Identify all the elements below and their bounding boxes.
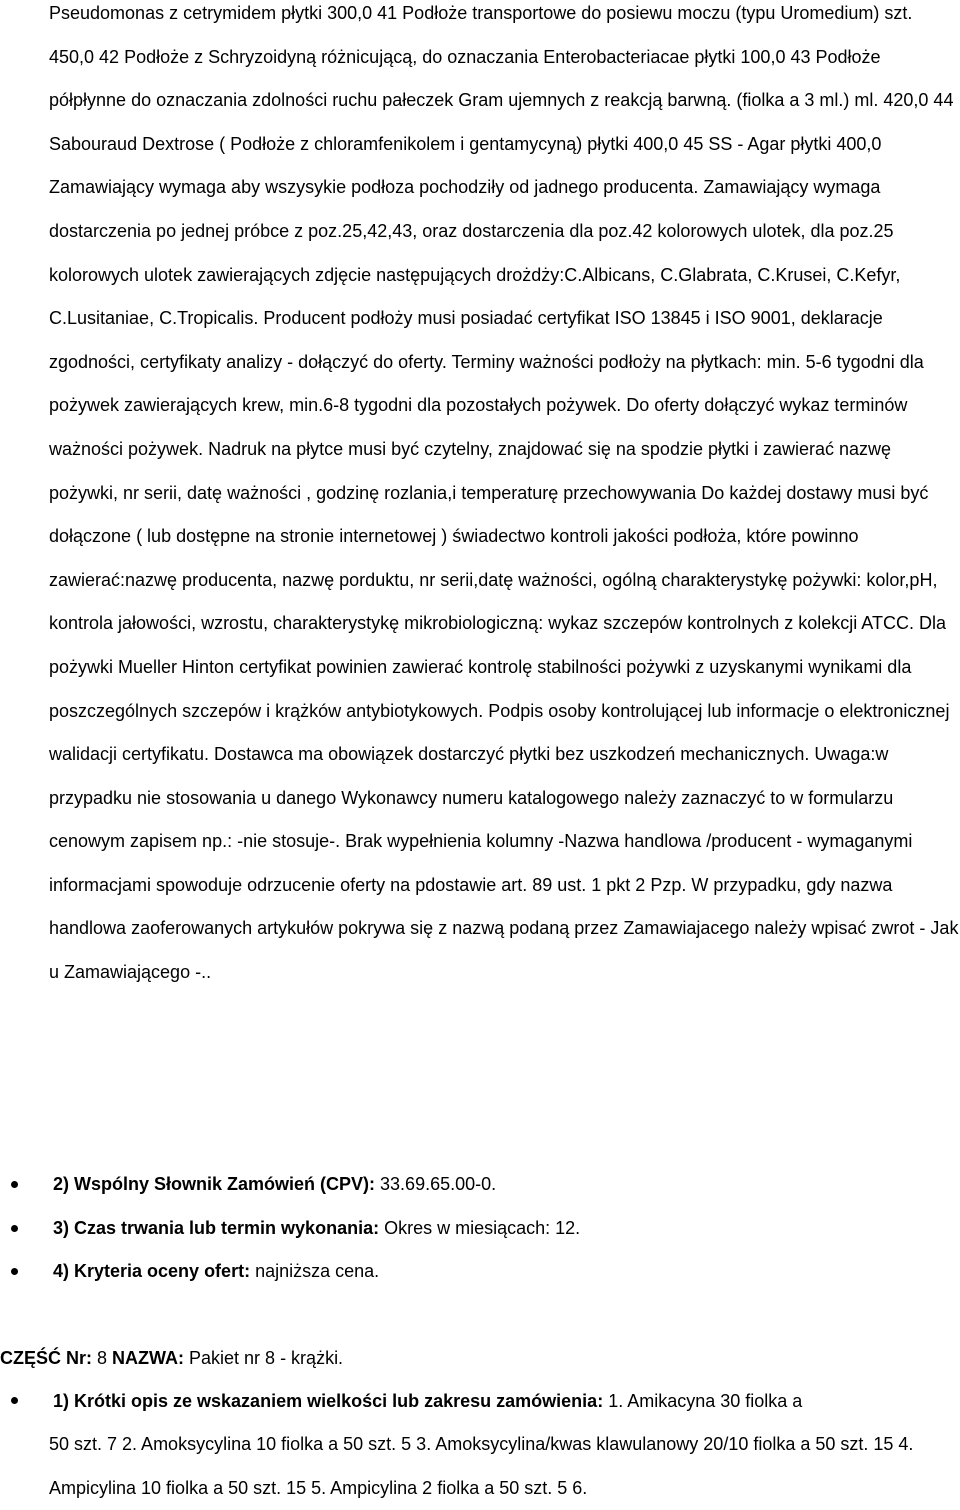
part-description (0, 1379, 960, 1510)
bullet-dot-icon (11, 1397, 18, 1404)
part-name-label: NAZWA: (112, 1348, 185, 1368)
bullet-dot-icon (11, 1225, 18, 1232)
part-name: Pakiet nr 8 - krążki. (184, 1348, 344, 1368)
main-paragraph: Pseudomonas z cetrymidem płytki 300,0 41 Podłoże transportowe do posiewu moczu (typu Uromedium) szt. 450,0 42 Podłoże z Schryzoidyną różnicującą, do oznaczania Enterobacteriacae płytki 100,0 43 Podłoże półpłynne do oznaczania zdolności ruchu pałeczek Gram ujemnych z reakcją barwną. (fiolka a 3 ml.) ml. 420,0 44 Sabouraud Dextrose ( Podłoże z chloramfenikolem i gentamycyną) płytki 400,0 45 SS - Agar płytki 400,0 Zamawiający wymaga aby wszysykie podłoza pochodziły od jadnego producenta. Zamawiający wymaga dostarczenia po jednej próbce z poz.25,42,43, oraz dostarczenia dla poz.42 kolorowych ulotek, dla poz.25 kolorowych ulotek zawierających zdjęcie następujących drożdży:C.Albicans, C.Glabrata, C.Krusei, C.Kefyr, C.Lusitaniae, C.Tropicalis. Producent podłoży musi posiadać certyfikat ISO 13845 i ISO 9001, deklaracje zgodności, certyfikaty analizy - dołączyć do oferty. Terminy ważności podłoży na płytkach: min. 5-6 tygodni dla pożywek zawierających krew, min.6-8 tygodni dla pozostałych pożywek. Do oferty dołączyć wykaz terminów ważności pożywek. Nadruk na płytce musi być czytelny, znajdować się na spodzie płytki i zawierać nazwę pożywki, nr serii, datę ważności , godzinę rozlania,i temperaturę przechowywania Do każdej dostawy musi być dołączone ( lub dostępne na stronie internetowej ) świadectwo kontroli jakości podłoża, które powinno zawierać:nazwę producenta, nazwę porduktu, nr serii,datę ważności, ogólną charakterystykę pożywki: kolor,pH, kontrola jałowości, wzrostu, charakterystykę mikrobiologiczną: wykaz szczepów kontrolnych z kolekcji ATCC. Dla pożywki Mueller Hinton certyfikat powinien zawierać kontrolę stabilności pożywki z uzyskanymi wynikami dla poszczególnych szczepów i krążków antybiotykowych. Podpis osoby kontrolującej lub informacje o elektronicznej walidacji certyfikatu. Dostawca ma obowiązek dostarczyć płytki bez uszkodzeń mechanicznych. Uwaga:w przypadku nie stosowania u danego Wykonawcy numeru katalogowego należy zaznaczyć to w formularzu cenowym zapisem np.: -nie stosuje-. Brak wypełnienia kolumny -Nazwa handlowa /producent - wymaganymi informacjami spowoduje odrzucenie oferty na pdostawie art. 89 ust. 1 pkt 2 Pzp. W przypadku, gdy nazwa handlowa zaoferowanych artykułów pokrywa się z nazwą podaną przez Zamawiajacego należy wpisać zwrot - Jak u Zamawiającego -.. (49, 3, 959, 983)
part-number: 8 (92, 1348, 113, 1368)
bullet-cpv-label: 2) Wspólny Słownik Zamówień (CPV): (53, 1174, 376, 1194)
bullet-duration-value: Okres w miesiącach: 12. (379, 1217, 581, 1238)
part-bullet-first-line (0, 1379, 960, 1423)
section-bullet-list (0, 1163, 960, 1294)
bullet-criteria-label: 4) Kryteria oceny ofert: (53, 1261, 251, 1281)
bullet-duration (0, 1207, 960, 1251)
part-bullet-first-text: 1. Amikacyna 30 fiolka a (603, 1391, 803, 1411)
bullet-cpv (0, 1163, 960, 1207)
bullet-criteria-value: najniższa cena. (250, 1261, 380, 1281)
part-heading (0, 1343, 960, 1373)
part-bullet-continuation: 50 szt. 7 2. Amoksycylina 10 fiolka a 50 szt. 5 3. Amoksycylina/kwas klawulanowy 20/10 fiolka a 50 szt. 15 4. Ampicylina 10 fiolka a 50 szt. 15 5. Ampicylina 2 fiolka a 50 szt. 5 6. (49, 1434, 914, 1498)
part-bullet-label: 1) Krótki opis ze wskazaniem wielkości lub zakresu zamówienia: (53, 1391, 604, 1411)
bullet-dot-icon (11, 1181, 18, 1188)
part-label: CZĘŚĆ Nr: (0, 1348, 93, 1368)
bullet-duration-label: 3) Czas trwania lub termin wykonania: (53, 1217, 380, 1238)
bullet-dot-icon (11, 1268, 18, 1275)
bullet-cpv-value: 33.69.65.00-0. (375, 1174, 497, 1194)
bullet-criteria (0, 1250, 960, 1294)
